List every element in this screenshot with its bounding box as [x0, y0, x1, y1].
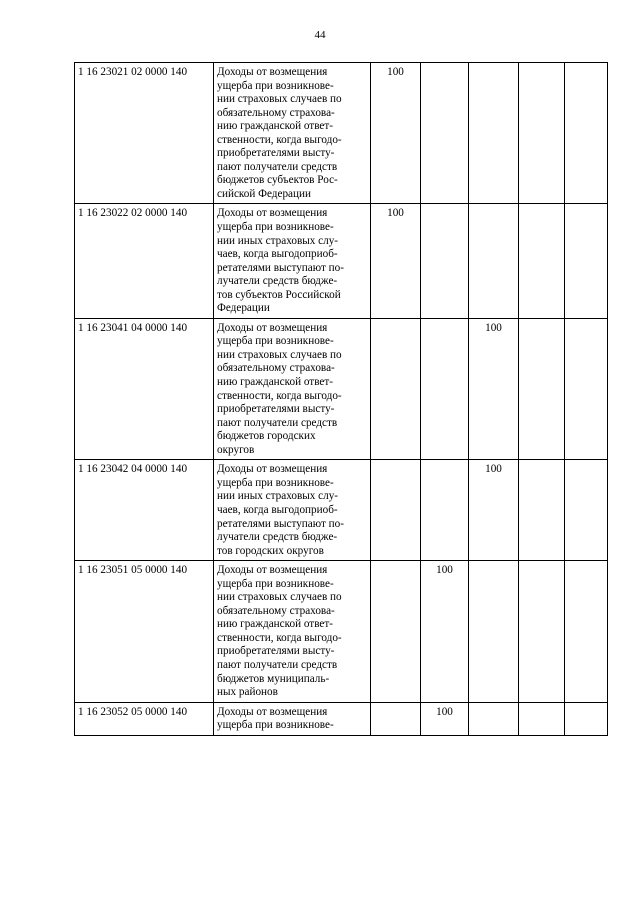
norm-percent-cell [565, 63, 608, 204]
description-line: Доходы от возмещения [217, 66, 328, 78]
description-line: ственности, когда выгодо- [217, 389, 342, 402]
description-line: нии иных страховых слу- [217, 490, 339, 503]
description-line: чаев, когда выгодоприоб- [217, 503, 338, 516]
norm-percent-cell [371, 702, 421, 735]
income-code-cell: 1 16 23051 05 0000 140 [75, 561, 214, 702]
norm-percent-cell: 100 [421, 561, 469, 702]
norm-percent-cell [469, 63, 519, 204]
description-line: обязательному страхова- [217, 362, 335, 375]
norm-percent-cell [421, 204, 469, 318]
income-code-cell: 1 16 23041 04 0000 140 [75, 318, 214, 459]
description-line: обязательному страхова- [217, 106, 335, 119]
table-row [75, 318, 608, 459]
description-line: нию гражданской ответ- [217, 618, 333, 631]
description-line: нии страховых случаев по [217, 348, 342, 361]
description-line: бюджетов городских [217, 430, 316, 443]
norm-percent-cell [565, 702, 608, 735]
norm-percent-cell [421, 460, 469, 561]
description-line: приобретателями высту- [217, 645, 335, 658]
table-row [75, 63, 608, 204]
description-line: бюджетов муниципаль- [217, 672, 330, 685]
description-line: ущерба при возникнове- [217, 719, 334, 732]
income-description-cell [214, 63, 371, 204]
description-line: Доходы от возмещения [217, 705, 328, 718]
description-line: пают получатели средств [217, 160, 338, 173]
income-code-cell: 1 16 23022 02 0000 140 [75, 204, 214, 318]
description-line: ных районов [217, 686, 278, 699]
norm-percent-cell [565, 204, 608, 318]
table-row [75, 561, 608, 702]
income-description-cell [214, 318, 371, 459]
description-line: нии иных страховых слу- [217, 234, 339, 247]
norm-percent-cell [469, 702, 519, 735]
description-line: тов субъектов Российской [217, 288, 341, 301]
description-line: чаев, когда выгодоприоб- [217, 248, 338, 261]
norm-percent-cell [371, 460, 421, 561]
description-line: нию гражданской ответ- [217, 120, 333, 133]
description-line: обязательному страхова- [217, 604, 335, 617]
description-line: ущерба при возникнове- [217, 221, 334, 234]
table-row [75, 460, 608, 561]
norm-percent-cell [421, 318, 469, 459]
description-line: приобретателями высту- [217, 403, 335, 416]
description-line: нию гражданской ответ- [217, 376, 333, 389]
description-line: ущерба при возникнове- [217, 335, 334, 348]
description-line: Доходы от возмещения [217, 564, 328, 577]
norm-percent-cell: 100 [371, 204, 421, 318]
norm-percent-cell [371, 561, 421, 702]
norm-percent-cell: 100 [469, 460, 519, 561]
norm-percent-cell [469, 204, 519, 318]
description-line: приобретателями высту- [217, 147, 335, 160]
description-line: нии страховых случаев по [217, 93, 342, 106]
budget-income-table [74, 62, 608, 736]
description-line: бюджетов субъектов Рос- [217, 174, 338, 187]
income-code-cell: 1 16 23042 04 0000 140 [75, 460, 214, 561]
description-line: пают получатели средств [217, 416, 338, 429]
description-line: Федерации [217, 302, 270, 315]
income-code-cell: 1 16 23052 05 0000 140 [75, 702, 214, 735]
description-line: Доходы от возмещения [217, 463, 328, 476]
norm-percent-cell: 100 [421, 702, 469, 735]
norm-percent-cell [519, 63, 565, 204]
table-row [75, 702, 608, 735]
description-line: ретателями выступают по- [217, 517, 344, 530]
income-description-cell [214, 204, 371, 318]
norm-percent-cell [565, 561, 608, 702]
norm-percent-cell [421, 63, 469, 204]
norm-percent-cell [519, 318, 565, 459]
norm-percent-cell [519, 702, 565, 735]
norm-percent-cell [519, 204, 565, 318]
description-line: тов городских округов [217, 544, 324, 557]
description-line: ретателями выступают по- [217, 261, 344, 274]
description-line: ственности, когда выгодо- [217, 631, 342, 644]
description-line: пают получатели средств [217, 658, 338, 671]
description-line: нии страховых случаев по [217, 591, 342, 604]
norm-percent-cell [519, 561, 565, 702]
income-description-cell [214, 702, 371, 735]
income-description-cell [214, 460, 371, 561]
description-line: лучатели средств бюдже- [217, 275, 338, 288]
page-number: 44 [314, 29, 326, 41]
description-line: ущерба при возникнове- [217, 476, 334, 489]
norm-percent-cell [565, 460, 608, 561]
norm-percent-cell [371, 318, 421, 459]
norm-percent-cell [469, 561, 519, 702]
description-line: ущерба при возникнове- [217, 79, 334, 92]
table-body [75, 63, 608, 736]
description-line: ущерба при возникнове- [217, 577, 334, 590]
description-line: округов [217, 443, 255, 456]
description-line: сийской Федерации [217, 187, 311, 200]
income-code-cell: 1 16 23021 02 0000 140 [75, 63, 214, 204]
norm-percent-cell [519, 460, 565, 561]
norm-percent-cell: 100 [371, 63, 421, 204]
table-row [75, 204, 608, 318]
description-line: Доходы от возмещения [217, 321, 328, 334]
norm-percent-cell: 100 [469, 318, 519, 459]
description-line: Доходы от возмещения [217, 207, 328, 220]
income-description-cell [214, 561, 371, 702]
description-line: ственности, когда выгодо- [217, 133, 342, 146]
norm-percent-cell [565, 318, 608, 459]
description-line: лучатели средств бюдже- [217, 531, 338, 544]
